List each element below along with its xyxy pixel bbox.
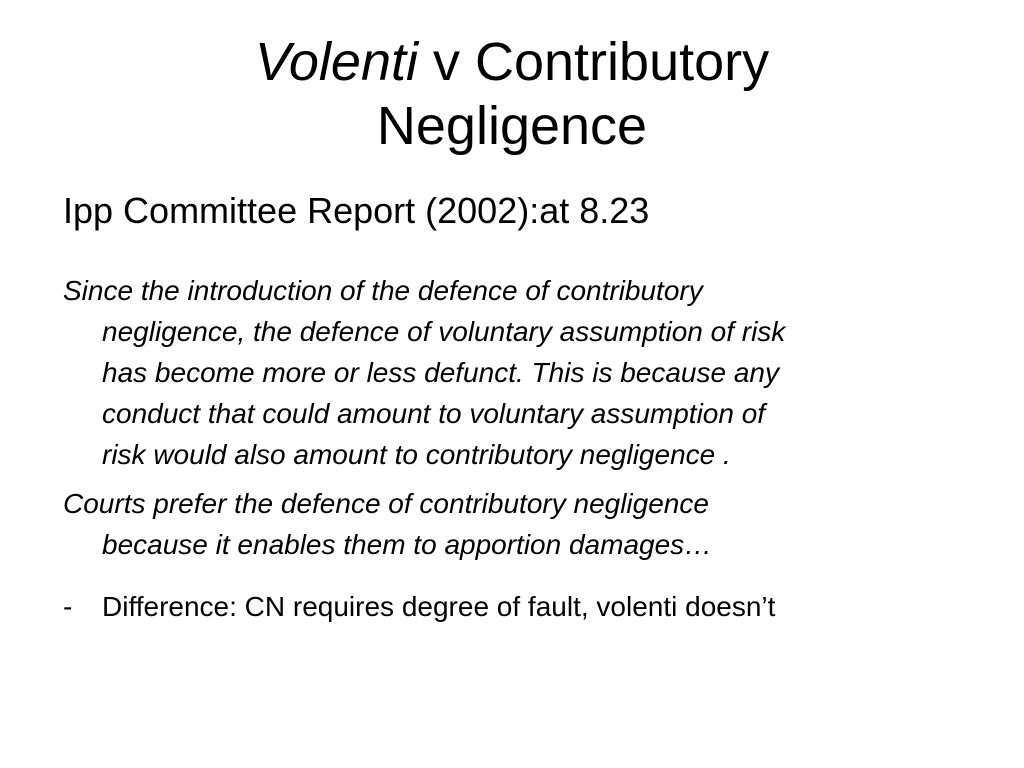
quote-paragraph-1: [63, 270, 963, 475]
title-line-1: [0, 30, 1024, 94]
difference-bullet: [63, 586, 775, 627]
quote-paragraph-2: [63, 483, 963, 565]
title-line-1-rest: v Contributory: [417, 32, 770, 92]
quote-line: negligence, the defence of voluntary assumption of risk: [102, 316, 786, 347]
quote-line: Courts prefer the defence of contributory negligence: [63, 488, 709, 519]
report-citation: Ipp Committee Report (2002):at 8.23: [63, 190, 650, 231]
bullet-text: Difference: CN requires degree of fault, volenti doesn’t: [102, 591, 776, 622]
quote-line: has become more or less defunct. This is because any: [102, 357, 780, 388]
quote-line: Since the introduction of the defence of contributory: [63, 275, 703, 306]
quote-line: because it enables them to apportion damages…: [102, 529, 713, 560]
quote-line: risk would also amount to contributory negligence .: [102, 439, 731, 470]
slide-title: [0, 30, 1024, 158]
quote-line: conduct that could amount to voluntary assumption of: [102, 398, 766, 429]
bullet-marker: -: [63, 591, 73, 622]
title-line-2: Negligence: [376, 96, 648, 156]
title-italic-word: Volenti: [254, 32, 418, 92]
